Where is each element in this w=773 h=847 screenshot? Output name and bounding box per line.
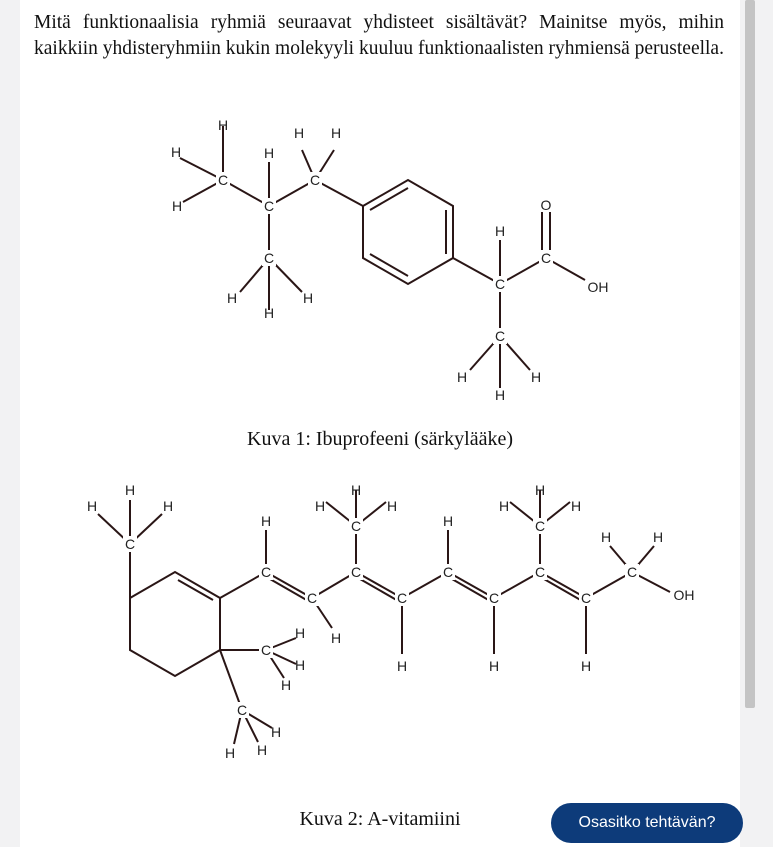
atom-label: H	[652, 529, 664, 545]
atom-label: C	[626, 564, 638, 580]
atom-label: H	[302, 290, 314, 306]
atom-label: H	[171, 198, 183, 214]
atom-label: C	[396, 590, 408, 606]
atom-label: H	[294, 625, 306, 641]
atom-label: H	[162, 498, 174, 514]
atom-label: H	[270, 724, 282, 740]
atom-label: C	[306, 590, 318, 606]
atom-label: H	[260, 513, 272, 529]
atom-label: C	[236, 702, 248, 718]
atom-label: C	[124, 536, 136, 552]
atom-label: H	[530, 369, 542, 385]
atom-label: H	[330, 630, 342, 646]
vitamin-a-structure	[70, 478, 710, 778]
atom-label: H	[580, 658, 592, 674]
atom-label: H	[396, 658, 408, 674]
atom-label: H	[256, 742, 268, 758]
atom-label: H	[534, 482, 546, 498]
atom-label: OH	[673, 587, 695, 603]
atom-label: H	[494, 387, 506, 403]
atom-label: C	[534, 564, 546, 580]
question-text: Mitä funktionaalisia ryhmiä seuraavat yhdisteet sisältävät? Mainitse myös, mihin kaikkiin yhdisteryhmiin kukin molekyyli kuuluu funktionaalisten ryhmiensä perusteella.	[34, 12, 724, 59]
scrollbar[interactable]	[745, 0, 755, 708]
atom-label: H	[226, 290, 238, 306]
atom-label: O	[540, 197, 552, 213]
atom-label: H	[263, 145, 275, 161]
atom-label: H	[86, 498, 98, 514]
atom-label: C	[580, 590, 592, 606]
atom-label: H	[350, 482, 362, 498]
content-panel	[20, 0, 740, 847]
atom-label: H	[217, 117, 229, 133]
atom-label: H	[330, 125, 342, 141]
atom-label: C	[309, 172, 321, 188]
atom-label: H	[294, 657, 306, 673]
atom-label: H	[498, 498, 510, 514]
atom-label: H	[280, 677, 292, 693]
atom-label: H	[600, 529, 612, 545]
atom-label: C	[217, 172, 229, 188]
atom-label: OH	[587, 279, 609, 295]
atom-label: H	[124, 482, 136, 498]
atom-label: C	[350, 564, 362, 580]
atom-label: H	[170, 144, 182, 160]
ibuprofen-structure	[130, 110, 630, 410]
atom-label: H	[293, 125, 305, 141]
figure-2-caption: Kuva 2: A-vitamiini	[299, 808, 461, 830]
atom-label: H	[386, 498, 398, 514]
atom-label: C	[488, 590, 500, 606]
atom-label: H	[456, 369, 468, 385]
atom-label: H	[494, 223, 506, 239]
atom-label: H	[442, 513, 454, 529]
atom-label: C	[263, 250, 275, 266]
atom-label: C	[540, 250, 552, 266]
atom-label: C	[350, 518, 362, 534]
atom-label: H	[224, 745, 236, 761]
atom-label: C	[442, 564, 454, 580]
atom-label: H	[263, 305, 275, 321]
help-button[interactable]: Osasitko tehtävän?	[551, 803, 743, 843]
atom-label: C	[494, 276, 506, 292]
atom-label: H	[314, 498, 326, 514]
atom-label: C	[260, 642, 272, 658]
figure-1-caption: Kuva 1: Ibuprofeeni (särkylääke)	[247, 428, 513, 450]
atom-label: C	[263, 198, 275, 214]
atom-label: C	[494, 328, 506, 344]
atom-label: H	[488, 658, 500, 674]
atom-label: C	[534, 518, 546, 534]
atom-label: H	[570, 498, 582, 514]
atom-label: C	[260, 564, 272, 580]
